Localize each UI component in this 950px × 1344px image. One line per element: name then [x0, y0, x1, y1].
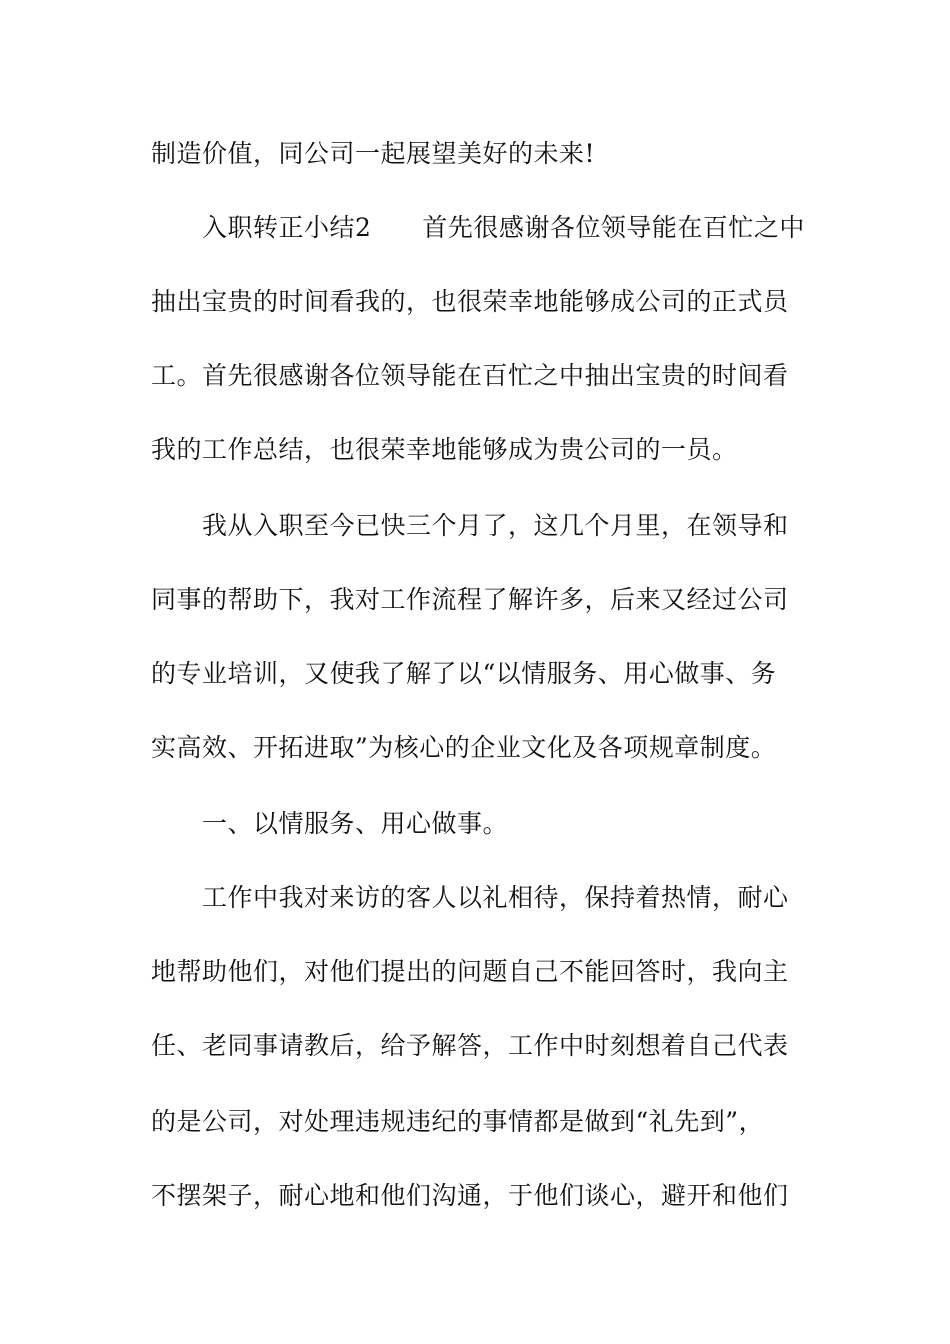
text-line: 工。首先很感谢各位领导能在百忙之中抽出宝贵的时间看	[151, 361, 789, 390]
text-line: 制造价值，同公司一起展望美好的未来!	[151, 139, 596, 168]
text-line: 不摆架子，耐心地和他们沟通，于他们谈心，避开和他们	[151, 1181, 789, 1210]
text-line: 任、老同事请教后，给予解答，工作中时刻想着自己代表	[151, 1031, 789, 1060]
text-line: 抽出宝贵的时间看我的，也很荣幸地能够成公司的正式员	[151, 287, 789, 316]
text-line: 实高效、开拓进取”为核心的企业文化及各项规章制度。	[151, 733, 777, 762]
text-line: 地帮助他们，对他们提出的问题自己不能回答时，我向主	[151, 957, 789, 986]
text-line: 的是公司，对处理违规违纪的事情都是做到“礼先到”，	[151, 1107, 765, 1136]
text-line: 同事的帮助下，我对工作流程了解许多，后来又经过公司	[151, 585, 789, 614]
text-line: 我的工作总结，也很荣幸地能够成为贵公司的一员。	[151, 435, 738, 464]
text-line: 工作中我对来访的客人以礼相待，保持着热情，耐心	[202, 883, 789, 912]
text-line: 入职转正小结2 首先很感谢各位领导能在百忙之中	[202, 213, 805, 242]
text-line: 我从入职至今已快三个月了，这几个月里，在领导和	[202, 511, 789, 540]
text-line: 的专业培训，又使我了解了以“以情服务、用心做事、务	[151, 659, 777, 688]
section-heading: 一、以情服务、用心做事。	[202, 809, 509, 838]
